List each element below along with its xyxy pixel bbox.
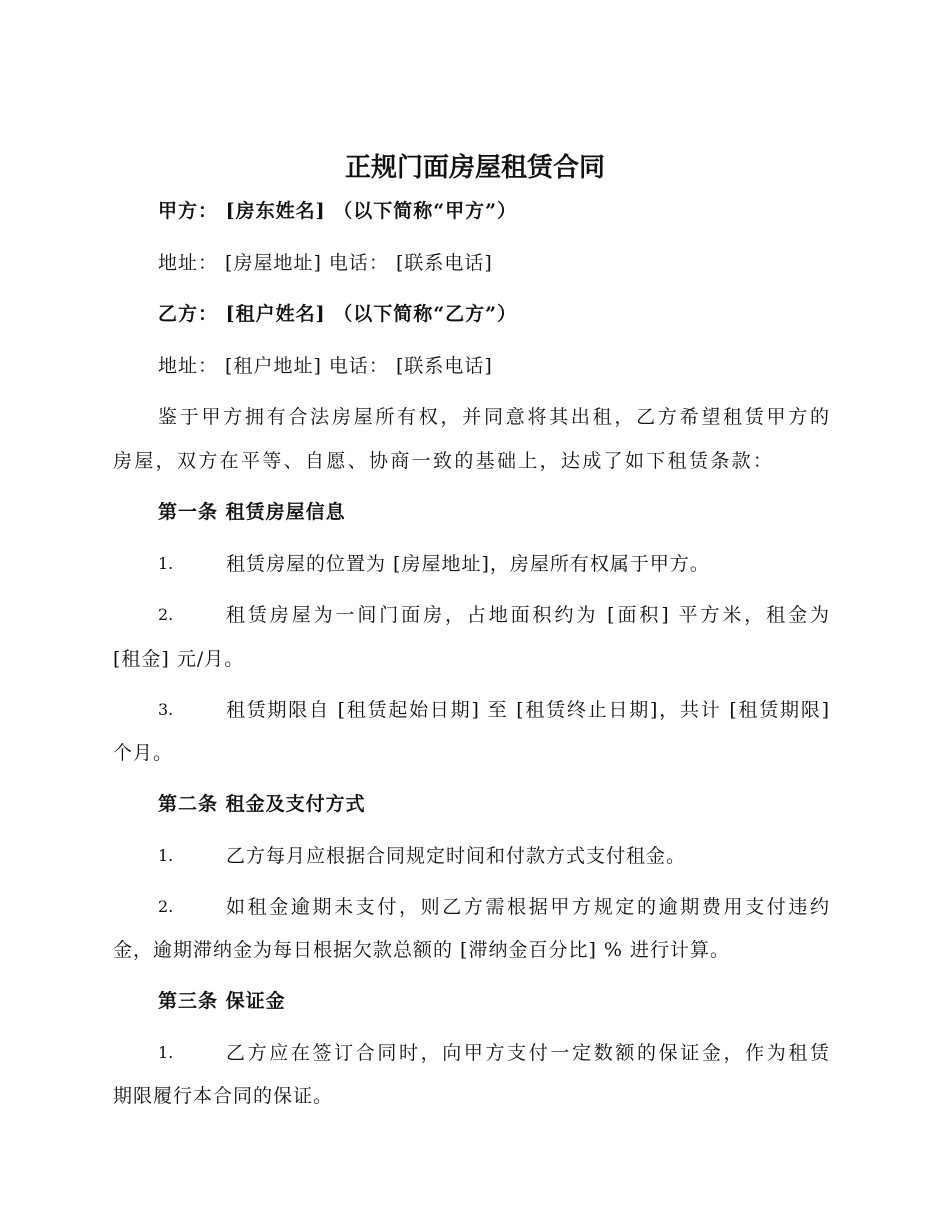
list-item-number: 2. <box>158 897 174 916</box>
list-item: 租赁房屋为一间门面房，占地面积约为 [面积] 平方米，租金为 <box>226 604 830 626</box>
list-item-number: 1. <box>158 554 174 573</box>
list-item: 租赁期限自 [租赁起始日期] 至 [租赁终止日期]，共计 [租赁期限] <box>226 699 830 721</box>
preamble-line-1: 鉴于甲方拥有合法房屋所有权，并同意将其出租，乙方希望租赁甲方的 <box>158 406 830 428</box>
list-item-number: 2. <box>158 605 174 624</box>
list-item-continuation: 个月。 <box>113 742 174 764</box>
list-item: 乙方每月应根据合同规定时间和付款方式支付租金。 <box>226 845 687 867</box>
article-1-heading: 第一条 租赁房屋信息 <box>158 501 346 523</box>
list-item-number: 1. <box>158 846 174 865</box>
party-a-contact: 地址： [房屋地址] 电话： [联系电话] <box>158 252 493 274</box>
list-item-number: 1. <box>158 1043 174 1062</box>
list-item-continuation: 期限履行本合同的保证。 <box>113 1085 334 1107</box>
preamble-line-2: 房屋，双方在平等、自愿、协商一致的基础上，达成了如下租赁条款： <box>113 450 773 472</box>
party-a-line: 甲方： [房东姓名] （以下简称“甲方”） <box>158 200 518 222</box>
list-item-continuation: [租金] 元/月。 <box>113 648 245 670</box>
document-title: 正规门面房屋租赁合同 <box>344 153 605 183</box>
article-3-heading: 第三条 保证金 <box>158 990 286 1012</box>
party-b-line: 乙方： [租户姓名] （以下简称“乙方”） <box>158 303 518 325</box>
list-item-number: 3. <box>158 700 174 719</box>
list-item: 乙方应在签订合同时，向甲方支付一定数额的保证金，作为租赁 <box>226 1042 830 1064</box>
article-2-heading: 第二条 租金及支付方式 <box>158 793 366 815</box>
list-item-continuation: 金，逾期滞纳金为每日根据欠款总额的 [滞纳金百分比] % 进行计算。 <box>113 939 730 961</box>
party-b-contact: 地址： [租户地址] 电话： [联系电话] <box>158 355 493 377</box>
list-item: 如租金逾期未支付，则乙方需根据甲方规定的逾期费用支付违约 <box>226 896 830 918</box>
list-item: 租赁房屋的位置为 [房屋地址]，房屋所有权属于甲方。 <box>226 553 710 575</box>
